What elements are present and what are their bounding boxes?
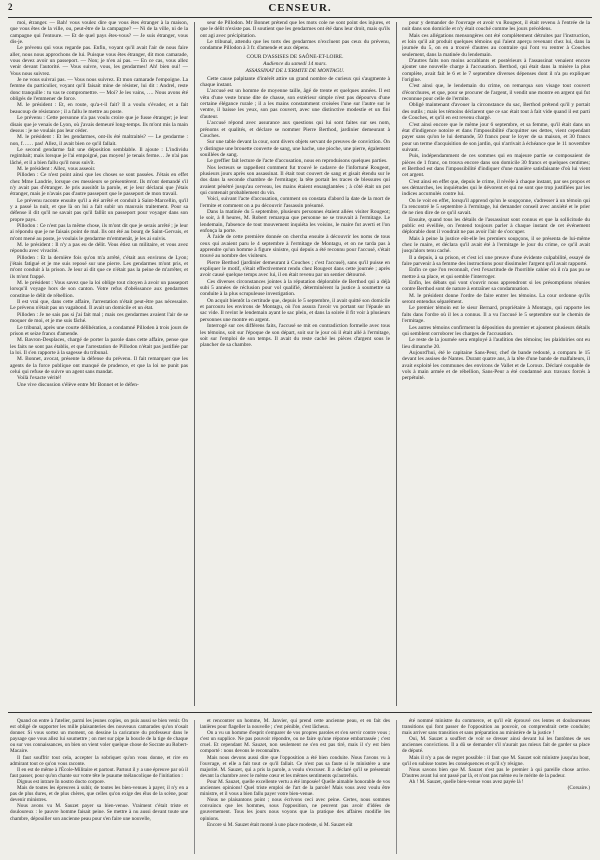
paragraph: Oui, M. Sauzet a souffert de voir se dresser ainsi devant lui les fantômes de ses anciennes convictions. Il a dû se demander s'il n'aurait pas mieux fait de garder sa place de député. — [402, 736, 590, 755]
paragraph: À l'aide de cette première donnée on chercha ensuite à découvrir les noms de tous ceux qui avaient paru le 4 septembre à l'ermitage de Montagu, et on ne tarda pas à apprendre qu'un homme à figure sinistre, qui depuis a été reconnu pour l'accusé, s'était trouvé au nombre des visiteurs. — [200, 234, 390, 260]
paragraph: Pierre Berthod (jardinier demeurant à Couches ; c'est l'accusé), sans qu'il puisse en expliquer le motif, s'était effectivement rendu chez Rougeot dans cette journée ; après avoir causé quelque temps avec lui, il en était revenu par un sentier détourné. — [200, 259, 390, 279]
paragraph: Le second gendarme fait une déposition semblable. Il ajoute : L'individu regimbait; mais lorsque je l'ai empoigné, pas moyen! je tenais ferme… Je n'ai pas lâché, et il a bien fallu qu'il nous suivît. — [10, 146, 188, 166]
paragraph: M. le président : Il n'y a pas eu de délit. Vous étiez un militaire, et vous avez répondu avec vivacité. — [10, 242, 188, 255]
paragraph: Le prévenu qui vous regarde pas. Enfin, voyant qu'il avait l'air de nous faire aller, nous nous approchons de lui. Puisque vous êtes étranger, dit mon camarade, vous devez avoir un passeport. — Non; je n'en ai pas. — En ce cas, vous allez venir devant l'autorité. — Vous suivre, vous, les gendarmes! Ah! bien oui! — Vous nous suivrez. — [10, 45, 188, 77]
paragraph: Enfin, les débats qui vont s'ouvrir nous apprendront si les présomptions réunies contre Berthod sont de nature à entraîner sa condamnation. — [402, 280, 590, 293]
paragraph: Il est vrai que, dans cette affaire, l'arrestation n'était peut-être pas nécessaire. Le prévenu n'était pas un vagabond. Il avait un domicile et un état. — [10, 299, 188, 312]
paragraph: M. le président : Vous savez que la loi oblige tout citoyen à avoir un passeport lorsqu'il voyage hors de son canton. Votre refus d'obéissance aux gendarmes constitue le délit de rébellion. — [10, 280, 188, 299]
page-number: 2 — [8, 2, 13, 12]
feuilleton3-text — [402, 718, 590, 785]
paragraph: pour y demander de l'ouvrage et avoir vu Rougeot, il était revenu à l'entrée de la nuit dans son domicile et n'y était couché comme les jours précédens. — [402, 20, 590, 33]
paragraph: M. Bavron-Desplaces, chargé de porter la parole dans cette affaire, pense que les faits ne sont pas établis, et que l'arrestation de Pillodon n'était pas justifiée par la loi. Il s'en rapporte à la sagesse du tribunal. — [10, 337, 188, 356]
paragraph: Le greffier fait lecture de l'acte d'accusation, nous en reproduisons quelques parties. — [207, 158, 388, 165]
paragraph: Il a depuis, à sa prison, et c'est ici une preuve d'une évidente culpabilité, essayé de faire parvenir à sa femme des instructions pour dissimuler l'argent qu'il avait rapporté. — [402, 254, 590, 268]
paragraph: Quand on entre à l'atelier, parmi les jeunes copies, on puis aussi se bien venir. On est obligé de supporter les mille plaisanteries des nouveaux camarades qu'on n'osait donner. Si vous sortez un moment, on dessine la caricature du professeur dans le paysage que vous allez lui soumettre ; on met sur pipe la boucle de la tige de chaque ou sur vos connaissances, on bien on vient voler quelque chose de Socrate au Robert-Macaire. — [10, 718, 188, 755]
paragraph: Nous ne plaisantons point ; nous écrivons ceci avec peine. Certes, nous sommes convaincu que les hommes, sous l'opposition, ne peuvent pas avoir d'idées de gouvernement. Tous les jours nous voyons que la pratique des affaires modifie les opinions. — [200, 797, 390, 822]
paragraph: Sur une table devant la cour, sont divers objets servant de preuves de conviction. On y distingue une brouette couverte de sang, une hache, une pioche, une pierre, également souillées de sang. — [200, 139, 390, 158]
feuilleton-divider — [194, 720, 195, 854]
column-3 — [402, 20, 590, 708]
paragraph: Mais il n'y a pas de regret possible : il faut que M. Sauzet soit ministre jusqu'au bout, qu'il en subisse toutes les conséquences et qu'il s'y résigne. — [402, 754, 590, 767]
paragraph: Pilloden : Ce n'est point ainsi que les choses se sont passées. J'étais en effet chez Mme Landrie, lorsque ces messieurs se présentèrent. Ils m'ont demandé s'il n'y avait pas d'étranger. Je pris aussitôt la parole, et je leur déclarai que j'étais étranger, mais je n'avais pas d'autre passeport que le passeport de mon travail. — [10, 172, 188, 198]
case-title: ASSASSINAT DE L'ERMITE DE MONTAGU. — [245, 68, 345, 75]
paragraph: Voilà l'exacte vérité! — [17, 375, 62, 382]
paragraph: Une vive discussion s'élève entre Mr Bonnet et le défen- — [17, 381, 139, 388]
paragraph: Enfin ce que l'on reconnaît, c'est l'exactitude de l'horrible cahier où il n'a pas pu se mettre à sa place, et qui semble l'interroger. — [402, 267, 590, 280]
paragraph: Je ne vous suivrai pas. — Vous nous suivrez. Et mon camarade l'empoigne. La femme du particulier, voyant qu'il faisait mine de résister, lui dit : Andrel, reste donc tranquille : tu vas te compromettre. — Moi? Je les vains, …. Nous avons été obligés de l'emmener de force. — [10, 77, 188, 103]
paragraph: Nous avons vu M. Sauzet payer sa bien-venue. Vraiment c'était triste et douloureux : le pauvre homme faisait peine. Se mettre à nu aussi devant toute une chambre, dépouiller son ancienne peau pour s'en faire une nouvelle, — [10, 803, 188, 822]
col2-article — [200, 76, 390, 349]
paragraph: M. le président : Et, en route, qu'a-t-il fait? Il a voulu s'évader, et a fait beaucoup de résistance ; il a fallu le mettre au poste. — [10, 102, 188, 115]
paper-name: CENSEUR. — [268, 2, 332, 14]
paragraph: été nommé ministre du commerce, et qu'il eût éprouvé ces lentes et douloureuses transitions qui font passer de l'opposition au pouvoir, on comprendrait cette conduite; mais arriver sans transition et sans préparation au ministère de la justice ! — [402, 718, 590, 737]
paragraph: Ah ! M. Sauzet, quelle bien-venue vous avez payée là ! — [409, 778, 524, 785]
paragraph: Pour M. Sauzet, quelle excellente vertu a été imposée! Quelle aimable honorable de vos anciennes opinions! Quel triste emploi de l'art de la parole! Mais vous avez voulu être ministre, et il vous a bien fallu payer votre bien-venue. — [200, 778, 390, 798]
column-divider — [396, 22, 397, 706]
paragraph: et rencontrer un homme, M. Janvier, qui prend cette ancienne peau, et en fait des lanières pour flageller la nouvelle ; c'est pénible, c'est lâcheux. — [200, 718, 390, 731]
paragraph: M. le président donne l'ordre de faire entrer les témoins. La cour ordonne qu'ils seront entendus séparément. — [402, 292, 590, 306]
feuilleton-column-1 — [10, 718, 188, 856]
court-date: Audience du samedi 14 mars. — [263, 61, 327, 68]
paragraph: moi, étranger. — Bah! vous voulez dire que vous êtes étranger à la maison, que vous êtes de la ville, ou, peut-être de la campagne? — Ni de la ville, ni de la campagne qui l'entoure. — Et de quel pays êtes-vous? — Je suis étranger, vous dis-je. — [10, 20, 188, 46]
paragraph: Il faut souffrir tout cela, accepter la sobriquet qu'on vous donne, et rire en admirant tout ce qu'on vous raconte. — [10, 754, 188, 767]
feuilleton-column-3 — [402, 718, 590, 856]
masthead — [8, 2, 592, 16]
paragraph: On le voit en effet, lorsqu'il apprend qu'on le soupçonne, s'adresser à un témoin qui l'a rencontré le 5 septembre à l'ermitage, lui demander conseil avec anxiété et le prier de ne rien dire de ce qu'il savait. — [402, 197, 590, 217]
paragraph: Ensuite, quand tous les détails de l'assassinat sont connus et que la sollicitude du public est éveillée, on l'entend toujours parler à chaque instant de cet événement déplorable dont il voudrait ne pas avoir l'air de s'occuper. — [402, 216, 590, 236]
paragraph: C'est ainsi que, le lendemain du crime, on remarqua son visage tout couvert d'écorchures, et que, pour se procurer de l'argent, il vendit une montre en argent qui fut reconnue pour celle de l'ermite. — [402, 83, 590, 103]
paragraph: Obligé maintenant d'avouer la circonstance du sac, Berthod prétend qu'il y portait des outils ; mais les témoins déclarent que ce sac était tout à fait vide quand il est parti de Couches, et qu'il en est revenu chargé. — [402, 102, 590, 122]
paragraph: Le prévenu raconte ensuite qu'il a été arrêté et conduit à Saint-Marcellin, qu'il y a passé la nuit, et que là on lui a fait subir un mauvais traitement. Pour sa défense il dit qu'il ne savait pas qu'il fallût un passeport pour voyager dans son propre pays. — [10, 197, 188, 223]
paragraph: Cette cause palpitante d'intérêt attire un grand nombre de curieux qui s'augmente à chaque instant. — [200, 75, 390, 89]
paragraph: Interrogé sur ces différens faits, l'accusé se mit en contradiction formelle avec tous les témoins, soit sur l'époque de son départ, soit sur le jour où il était allé à l'ermitage, soit sur l'emploi de son temps. Il avait du reste caché les pièces d'argent sous le plancher de sa chambre. — [200, 323, 390, 349]
feuilleton-divider — [396, 720, 397, 854]
paragraph: Le prévenu : Cette personne n'a pas voulu croire que je fusse étranger; je leur disais que je venais de Lyon, où j'avais demeuré long-temps. Ils m'ont mis la main dessus : je ne voulais pas leur céder. — [10, 115, 188, 134]
paragraph: L'accusé répond avec assurance aux questions qui lui sont faites sur ses nom, prénoms et qualités, et déclare se nommer Pierre Berthod, jardinier demeurant à Couches. — [200, 120, 390, 139]
paragraph: Mais ces allégations mensongères ont été complètement détruites par l'instruction, et loin qu'il ait produit quelques témoins qui l'aient aperçu revenant chez lui, dans la journée du 5, on en a trouvé d'autres au contraire qui l'ont vu rentrer à Couches seulement, dans la matinée du lendemain. — [402, 32, 590, 58]
source-signature: (Corsaire.) — [567, 785, 590, 792]
paragraph: Aujourd'hui, été le capitaine Sans-Peur, chef de bande redouté, a comparu le 15 devant les assises de Nantes. Durant quatre ans, à la tête d'une bande de malfaiteurs, il avait exploité les communes des environs de Vallet et de Loroux. Déclaré coupable de vols à main armée et de rébellion, Sans-Peur a été condamné aux travaux forcés à perpétuité. — [402, 349, 590, 382]
paragraph: On a vu un homme d'esprit s'emparer de vos propres paroles et s'en servir contre vous ; c'est un supplice. Ne pas pouvoir répondre, ou ne faire qu'une réponse embarrassée ; c'est cruel. Et cependant M. Sauzet, non seulement ne s'en est pas tiré, mais il s'y est bien comporté : nous devons le reconnaître. — [200, 730, 390, 755]
feuilleton-rule — [8, 712, 592, 713]
paragraph: L'accusé est un homme de moyenne taille, âgé de trente et quelques années. Il est vêtu d'une veste brune dite de chasse, son extérieur simple n'est pas dépourvu d'une certaine élégance rurale ; il a les mains constamment croisées l'une sur l'autre sur le ventre, il baisse les yeux, son pas couvert, avec une distinctive modestie et un fini d'auteur. — [200, 88, 390, 120]
paragraph: M. le président : Et les gendarmes, ont-ils été maltraités? — Le gendarme : non, f…… pas! Allez, il avait bien ce qu'il fallait. — [10, 134, 188, 147]
paragraph: Pilloden : Et la dernière fois qu'on m'a arrêté, c'était aux environs de Lyon; j'étais fatigué et je me suis reposé sur une pierre. Les gendarmes m'ont pris, et m'ont conduit à la prison. Je leur ai dit que ce n'était pas la peine de m'arrêter, et ils m'ont frappé. — [10, 254, 188, 280]
paragraph: Dignus est intrare In nostro docto corpore. — [17, 778, 106, 785]
top-rule — [8, 17, 592, 18]
paragraph: Les autres témoins confirment la déposition du premier et ajoutent plusieurs détails qui semblent corroborer les charges de l'accusation. — [402, 324, 590, 337]
paragraph: C'est ainsi encore que le même jour 6 septembre, et sa femme, qu'il était dans un état d'indigence notoire et dans l'impossibilité d'acquitter ses dettes, vient cependant payer sans qu'on le lui demande, 50 francs pour le loyer de sa maison, et 30 francs pour un terme d'acquisition de son jardin, qui n'arrivait à échéance que le 11 novembre suivant. — [402, 121, 590, 153]
paragraph: Le reste de la journée sera employé à l'audition des témoins; les plaidoiries ont eu lieu dimanche 20. — [402, 337, 590, 350]
paragraph: M. le président : Allez, vous asseoir. — [17, 165, 96, 172]
paragraph: Nos lecteurs se rappellent comment fut trouvé le cadavre de l'infortuné Rougeot, plusieurs jours après son assassinat. Il était tout couvert de sang et gisait étendu sur le dos dans la seconde chambre de l'ermitage; la tête portait les traces de blessures qui avaient pénétré jusqu'au cerveau, les mains étaient ensanglantées ; à côté était un pot qui contenait probablement du vin. — [200, 164, 390, 196]
paragraph: Le tribunal, attendu que les torts des gendarmes n'excluent pas ceux du prévenu, condamne Pillodon à 3 fr. d'amende et aux dépens. — [200, 39, 390, 52]
paragraph: Ces diverses circonstances jointes à la réputation déplorable de Berthod qui a déjà subi 5 années de réclusion pour vol qualifié, déterminèrent la justice à soumettre sa conduite à la plus scrupuleuse investigation. — [200, 278, 390, 298]
column-1 — [10, 20, 188, 708]
paragraph: Puis, indépendamment de ces sommes qui en majeure partie se composaient de pièces de 1 franc, on trouva encore dans son domicile 30 francs et quelques centimes; et Berthod est dans l'impossibilité d'indiquer d'une manière satisfaisante d'où lui vient cet argent. — [402, 153, 590, 179]
paragraph: M. Bonnet, avocat, présente la défense du prévenu. Il fait remarquer que les agents de la force publique ont manqué de prudence, et que la loi ne punit pas celui qui refuse de suivre un agent sans mandat. — [10, 356, 188, 375]
paragraph: Nous savons bien que M. Sauzet n'est pas le premier à qui pareille chose arrive. D'autres avant lui ont passé par là, et n'ont pas même eu le mérite de la pudeur. — [402, 766, 590, 779]
paragraph: Voici, suivant l'acte d'accusation, comment on constata d'abord la date de la mort de l'ermite et comment on a pu découvrir l'assassin présumé. — [200, 196, 390, 209]
paragraph: D'autres faits non moins accablants et postérieurs à l'assassinat venaient encore ajouter une nouvelle charge à l'accusation. Berthod, qui était dans la misère la plus complète, avait fait le 6 et le 7 septembre diverses dépenses dont il n'a pu expliquer l'origine. — [402, 58, 590, 84]
paragraph: seur de Pillodon. Mr Bonnet prétend que les mots cole ne sont point des injures, et que le délit n'existe pas. Il soutient que les gendarmes ont été dans leur droit, mais qu'ils ont agi avec précipitation. — [200, 20, 390, 39]
paragraph: Mais à peine la justice eût-elle les premiers soupçons, il se présenta de lui-même chez le maire, et déclara qu'il avait été à l'ermitage le jour du crime, ce qu'il avait jusqu'alors tenu caché. — [402, 235, 590, 255]
paragraph: Mais nous devons aussi dire que l'opposition a été bien conduite. Nous l'avons vu à l'ouvrage, et elle a fait tout ce qu'il fallait. Ce n'est pas sa faute si le ministère a une majorité. M. Sauzet, qui a pris la parole, a voulu s'excuser. Il a déclaré qu'il se présentait devant la chambre avec le même cœur et les mêmes sentiments qu'autrefois. — [200, 754, 390, 779]
column-divider — [194, 22, 195, 706]
paragraph: Pillodon : Ce n'est pas la même chose, ils m'ont dit que je serais arrêté ; je leur ai répondu que je ne faisais point de mal. Ils ont été au bourg de Saint-Gervais, et m'ont mené au poste, je voulais le gendarme m'emmenât, je les ai suivis. — [10, 223, 188, 242]
col2-intro — [200, 20, 390, 52]
feuilleton-column-2 — [200, 718, 390, 856]
column-2 — [200, 20, 390, 708]
paragraph: C'est ainsi en effet que, depuis le crime, il révèle à chaque instant, par ses propos et ses démarches, les inquiétudes qui le dévorent et qui ne sont que trop justifiées par les indices accumulés contre lui. — [402, 178, 590, 198]
paragraph: Le premier témoin est le sieur Bernard, propriétaire à Montagu, qui rapporte les faits dans l'ordre où il les a connus. Il a vu l'accusé le 5 septembre sur le chemin de l'ermitage. — [402, 305, 590, 325]
paragraph: Le tribunal, après une courte délibération, a condamné Pilloden à trois jours de prison et seize francs d'amende. — [10, 324, 188, 337]
paragraph: Pilloden : Je ne sais pas si j'ai fait mal ; mais ces gendarmes avaient l'air de se moquer de moi, et je me suis fâché. — [10, 311, 188, 325]
court-heading: COUR D'ASSISES DE SAÔNE-ET-LOIRE. — [246, 53, 344, 60]
paragraph: Il en est de même à l'École-Militaire et partout. Partout il y a une épreuve par où il faut passer, pour qu'on chante sur votre tête le psaume mélancolique de l'initiation : — [10, 766, 188, 779]
paragraph: Mais de toutes les épreuves à subir, de toutes les bien-venues à payer, il n'y en a pas de plus dures, et de plus chères, que celles qu'on exige des élus de la scène, pour devenir ministres. — [10, 785, 188, 804]
paragraph: On acquit bientôt la certitude que, depuis le 5 septembre, il avait quitté son domicile et parcouru les environs de Montagu, où l'on assura l'avoir vu portant sur l'épaule un sac vide. Il revint le lendemain ayant le sac plein, et dans la soirée il fit voir à plusieurs personnes une montre en argent. — [200, 297, 390, 323]
paragraph: Encore si M. Sauzet était monté à une place modeste, si M. Sauzet eût — [207, 821, 353, 828]
paragraph: Dans la matinée du 5 septembre, plusieurs personnes étaient allées visiter Rougeot; le soir, à 8 heures, M. Robert remarqua que personne ne se trouvait à l'ermitage. Le lendemain, l'absence de tout mouvement inquiéta les voisins, le maire fut averti et l'on enfonça la porte. — [200, 208, 390, 234]
